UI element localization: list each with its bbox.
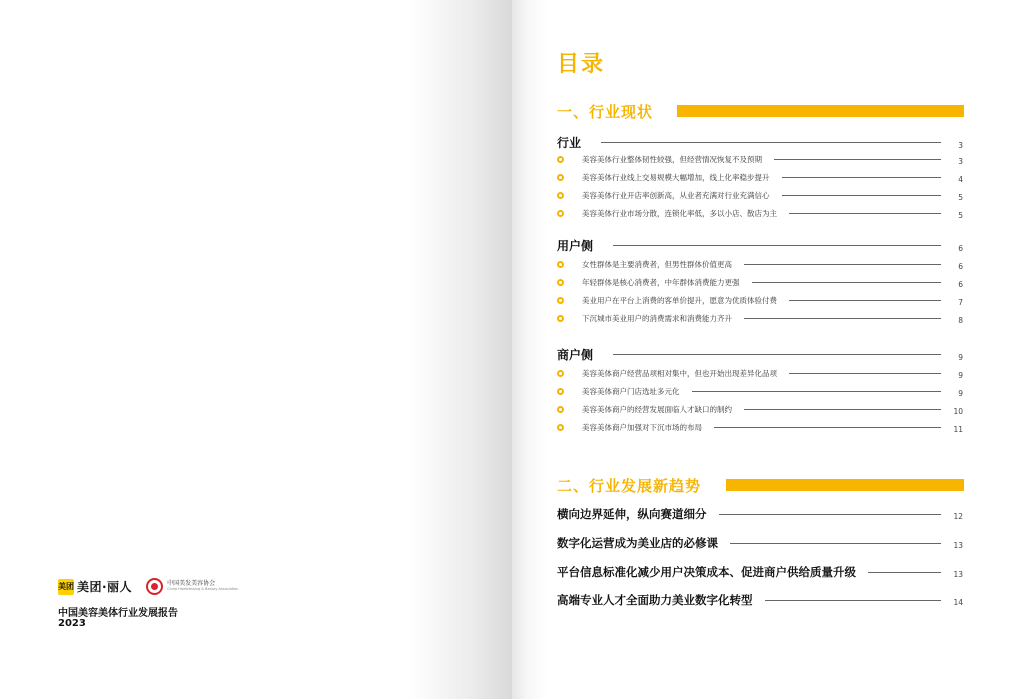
dotted-leader [692,391,942,392]
dotted-leader [744,409,941,410]
bullet-ring-icon [557,388,564,395]
bullet-ring-icon [557,297,564,304]
association-logo [146,578,238,595]
association-emblem-icon [146,578,163,595]
dotted-leader [789,373,941,374]
page-number: 9 [958,370,963,380]
toc-entry-text: 美容美体商户的经营发展面临人才缺口的制约 [582,404,732,414]
toc-group-row[interactable] [557,238,963,252]
toc-entry-text: 美容美体行业整体韧性较强，但经营情况恢复不及预期 [582,154,762,164]
page-number: 4 [958,174,963,184]
page-number: 5 [958,210,963,220]
dotted-leader [730,543,941,544]
page-number: 6 [958,243,963,253]
toc-entry[interactable] [557,189,963,201]
report-title: 中国美容美体行业发展报告 [58,608,178,619]
bullet-ring-icon [557,315,564,322]
dotted-leader [868,572,941,573]
bullet-ring-icon [557,261,564,268]
toc-entry-text: 美业用户在平台上消费的客单价提升，愿意为优质体验付费 [582,295,777,305]
bullet-ring-icon [557,174,564,181]
toc-entry-text: 美容美体商户经营品项相对集中，但也开始出现差异化品项 [582,368,777,378]
dotted-leader [774,159,941,160]
toc-entry[interactable] [557,367,963,379]
toc-entry[interactable] [557,258,963,270]
toc-entry[interactable] [557,207,963,219]
dotted-leader [601,142,941,143]
toc-group-row[interactable] [557,135,963,149]
dotted-leader [744,318,941,319]
toc-entry-text: 女性群体是主要消费者，但男性群体价值更高 [582,259,732,269]
page-number: 6 [958,279,963,289]
page-number: 13 [953,569,963,579]
page-number: 13 [953,540,963,550]
dotted-leader [744,264,941,265]
toc-group-label: 用户侧 [557,238,594,253]
page-number: 7 [958,297,963,307]
dotted-leader [714,427,941,428]
toc-entry[interactable] [557,171,963,183]
toc-major-entry[interactable] [557,592,963,608]
dotted-leader [765,600,942,601]
page-number: 14 [953,597,963,607]
dotted-leader [613,354,941,355]
toc-entry[interactable] [557,312,963,324]
section-divider-bar [677,105,964,117]
page-number: 9 [958,388,963,398]
association-name-cn: 中国美发美容协会 [167,580,216,588]
page-number: 11 [953,424,963,434]
toc-major-entry[interactable] [557,564,963,580]
bullet-ring-icon [557,370,564,377]
section-divider-bar [726,479,964,491]
toc-group-label: 行业 [557,135,582,150]
toc-major-entry[interactable] [557,506,963,522]
toc-group-label: 商户侧 [557,347,594,362]
toc-entry-text: 美容美体行业市场分散，连锁化率低，多以小店、散店为主 [582,208,777,218]
toc-group-row[interactable] [557,347,963,361]
toc-entry-text: 美容美体商户加强对下沉市场的布局 [582,422,702,432]
toc-entry[interactable] [557,421,963,433]
bullet-ring-icon [557,156,564,163]
page-number: 3 [958,140,963,150]
page-number: 8 [958,315,963,325]
dotted-leader [789,213,941,214]
toc-entry[interactable] [557,276,963,288]
toc-entry-text: 美容美体行业线上交易规模大幅增加，线上化率稳步提升 [582,172,770,182]
dotted-leader [752,282,942,283]
association-name-en: China Hairdressing & Beauty Association [167,587,239,592]
page-number: 10 [953,406,963,416]
toc-entry-text: 下沉城市美业用户的消费需求和消费能力齐升 [582,313,732,323]
toc-entry-text: 年轻群体是核心消费者，中年群体消费能力更强 [582,277,740,287]
bullet-ring-icon [557,192,564,199]
page-number: 6 [958,261,963,271]
bullet-ring-icon [557,424,564,431]
meituan-logo-badge: 美团 [58,579,74,595]
toc-entry[interactable] [557,294,963,306]
section-title[interactable]: 一、行业现状 [557,103,654,121]
toc-entry-text: 高端专业人才全面助力美业数字化转型 [557,593,753,607]
meituan-brand-name: 美团·丽人 [77,580,133,594]
brand-logos [58,578,238,595]
dotted-leader [782,177,942,178]
dotted-leader [613,245,941,246]
toc-entry[interactable] [557,403,963,415]
page-number: 3 [958,156,963,166]
toc-entry-text: 美容美体商户门店选址多元化 [582,386,680,396]
bullet-ring-icon [557,210,564,217]
toc-entry-text: 美容美体行业开店率创新高，从业者充满对行业充满信心 [582,190,770,200]
toc-entry-text: 横向边界延伸，纵向赛道细分 [557,507,707,521]
page-number: 12 [953,511,963,521]
toc-major-entry[interactable] [557,535,963,551]
bullet-ring-icon [557,406,564,413]
dotted-leader [782,195,942,196]
toc-entry-text: 平台信息标准化减少用户决策成本、促进商户供给质量升级 [557,565,856,579]
report-year: 2023 [58,618,86,629]
page-number: 5 [958,192,963,202]
toc-entry[interactable] [557,153,963,165]
section-title[interactable]: 二、行业发展新趋势 [557,477,702,495]
dotted-leader [719,514,942,515]
toc-entry[interactable] [557,385,963,397]
bullet-ring-icon [557,279,564,286]
toc-heading: 目录 [557,52,606,77]
dotted-leader [789,300,941,301]
page-number: 9 [958,352,963,362]
toc-entry-text: 数字化运营成为美业店的必修课 [557,536,718,550]
